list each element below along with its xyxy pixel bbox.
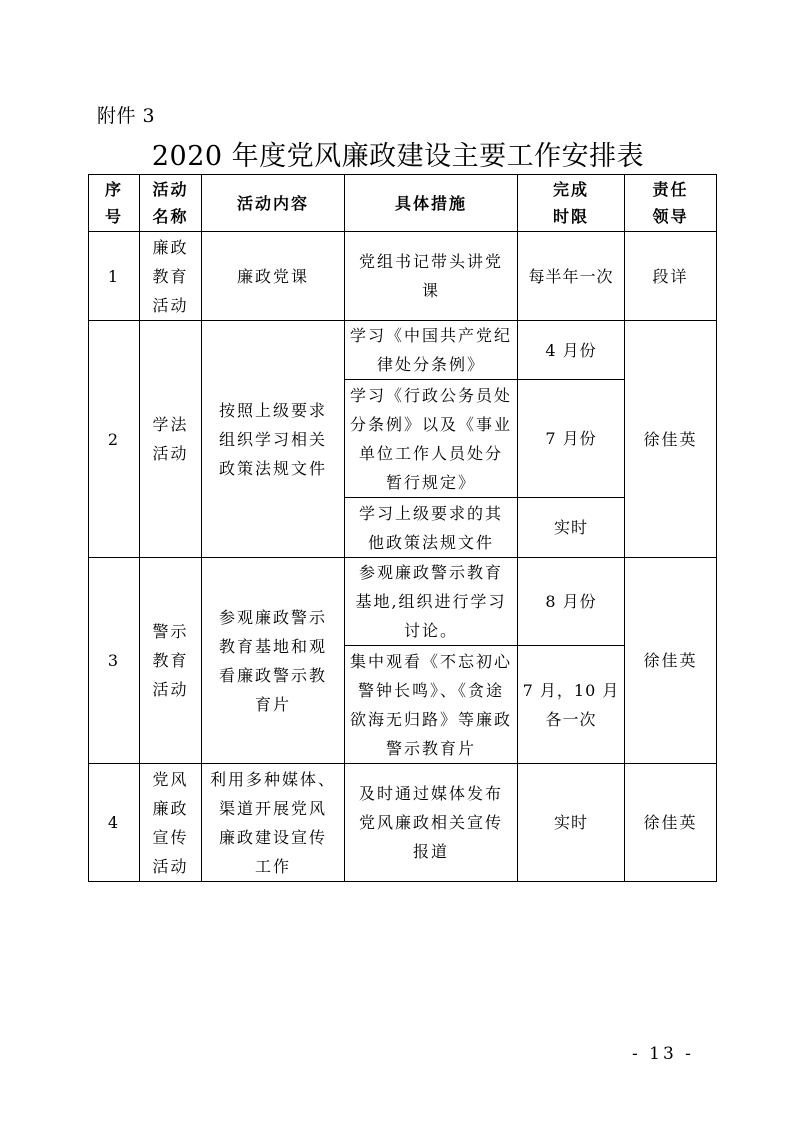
activity-content: 按照上级要求 组织学习相关 政策法规文件 — [202, 321, 345, 558]
activity-content: 参观廉政警示 教育基地和观 看廉政警示教 育片 — [202, 558, 345, 764]
deadline-cell: 7 月，10 月 各一次 — [518, 646, 625, 764]
row-number: 2 — [89, 321, 140, 558]
document-title: 2020 年度党风廉政建设主要工作安排表 — [151, 141, 645, 172]
deadline-cell: 7 月份 — [518, 380, 625, 498]
leader-cell: 徐佳英 — [625, 558, 717, 764]
measure-cell: 学习《行政公务员处 分条例》以及《事业 单位工作人员处分 暂行规定》 — [345, 380, 518, 498]
activity-content: 廉政党课 — [202, 232, 345, 321]
measure-cell: 及时通过媒体发布 党风廉政相关宣传 报道 — [345, 764, 518, 882]
deadline-cell: 实时 — [518, 498, 625, 558]
activity-name: 党风 廉政 宣传 活动 — [140, 764, 202, 882]
deadline-cell: 8 月份 — [518, 558, 625, 646]
activity-name: 警示 教育 活动 — [140, 558, 202, 764]
table-row — [89, 764, 717, 882]
header-activity-name: 活动 名称 — [140, 175, 202, 232]
attachment-label: 附件 3 — [97, 105, 156, 127]
table-row — [89, 558, 717, 646]
work-plan-table — [88, 174, 717, 882]
measure-cell: 集中观看《不忘初心 警钟长鸣》、《贪途 欲海无归路》等廉政 警示教育片 — [345, 646, 518, 764]
row-number: 3 — [89, 558, 140, 764]
header-content: 活动内容 — [202, 175, 345, 232]
row-number: 4 — [89, 764, 140, 882]
table-row — [89, 232, 717, 321]
leader-cell: 段详 — [625, 232, 717, 321]
page-number: - 13 - — [632, 1044, 694, 1064]
activity-content: 利用多种媒体、 渠道开展党风 廉政建设宣传 工作 — [202, 764, 345, 882]
table-row — [89, 321, 717, 380]
header-deadline: 完成 时限 — [518, 175, 625, 232]
measure-cell: 学习上级要求的其 他政策法规文件 — [345, 498, 518, 558]
measure-cell: 学习《中国共产党纪 律处分条例》 — [345, 321, 518, 380]
header-no: 序 号 — [89, 175, 140, 232]
activity-name: 廉政 教育 活动 — [140, 232, 202, 321]
deadline-cell: 每半年一次 — [518, 232, 625, 321]
header-row — [89, 175, 717, 232]
activity-name: 学法 活动 — [140, 321, 202, 558]
header-measures: 具体措施 — [345, 175, 518, 232]
row-number: 1 — [89, 232, 140, 321]
deadline-cell: 实时 — [518, 764, 625, 882]
measure-cell: 党组书记带头讲党 课 — [345, 232, 518, 321]
measure-cell: 参观廉政警示教育 基地,组织进行学习 讨论。 — [345, 558, 518, 646]
leader-cell: 徐佳英 — [625, 764, 717, 882]
deadline-cell: 4 月份 — [518, 321, 625, 380]
header-leader: 责任 领导 — [625, 175, 717, 232]
leader-cell: 徐佳英 — [625, 321, 717, 558]
